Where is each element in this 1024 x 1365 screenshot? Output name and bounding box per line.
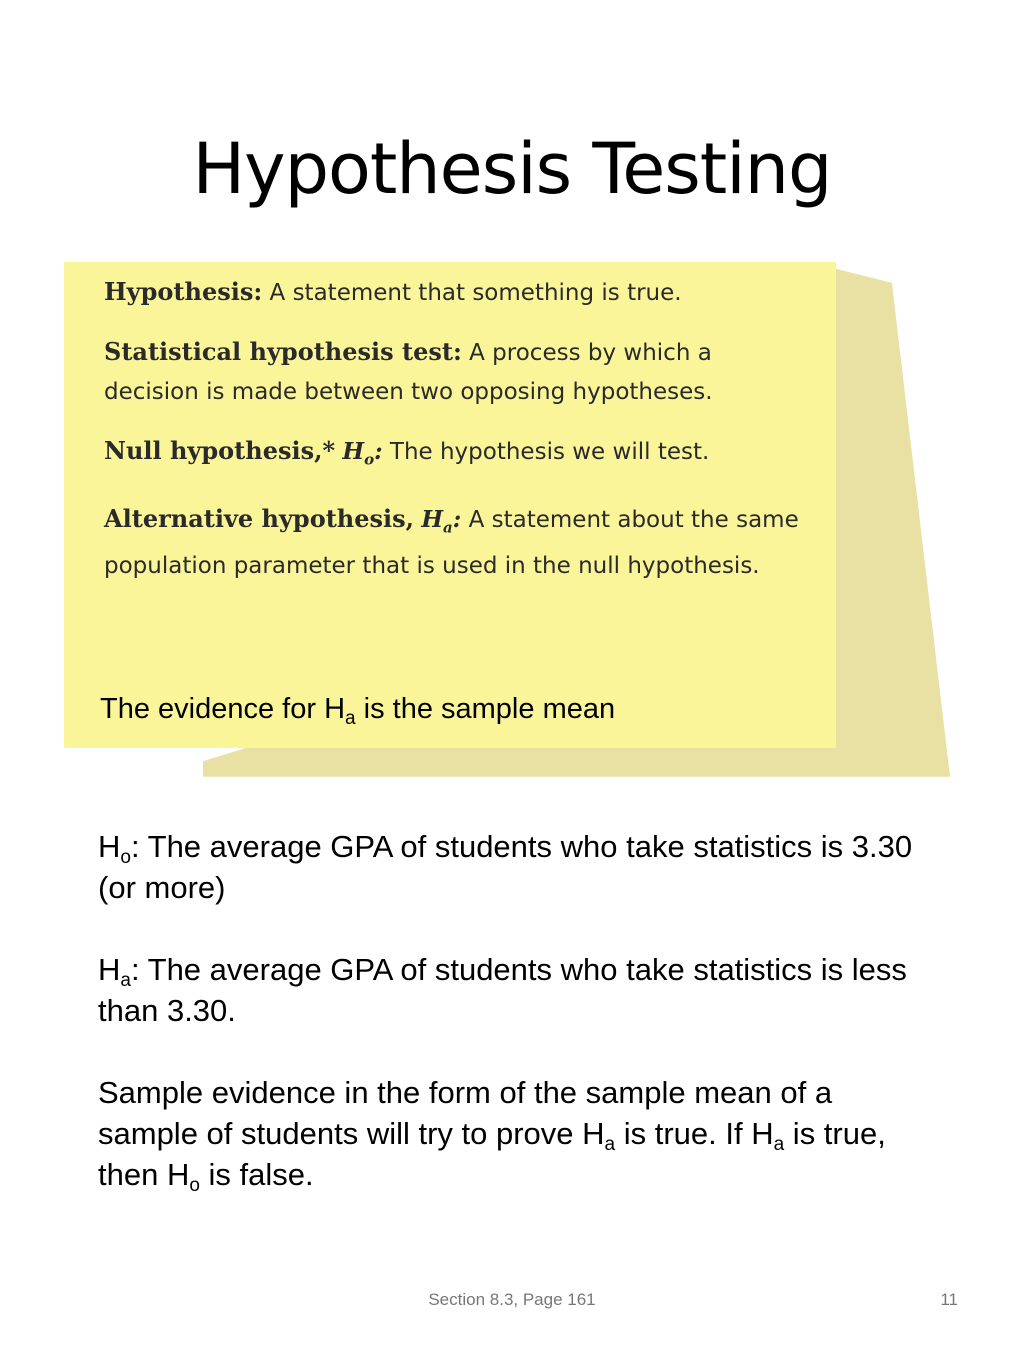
definitions-list [104, 272, 804, 605]
slide-footer: Section 8.3, Page 161 [428, 1290, 596, 1309]
definition-hypothesis: Hypothesis: A statement that something is true. [104, 277, 682, 306]
definition-statistical-test: Statistical hypothesis test: A process by which a decision is made between two opposing hypotheses. [104, 337, 713, 405]
evidence-note: The evidence for $H_a$ is the sample mean [100, 693, 616, 729]
null-hypothesis-statement: $H_o$: The average GPA of students who take statistics is 3.30 (or more) [98, 829, 913, 905]
alternative-symbol: $H_a$: [421, 505, 462, 537]
definition-null-hypothesis: Null hypothesis,* $H_o$: The hypothesis we will test. [104, 436, 710, 469]
alternative-hypothesis-statement: $H_a$: The average GPA of students who take statistics is less than 3.30. [98, 952, 907, 1028]
page-number: 11 [940, 1290, 958, 1309]
definition-alternative-hypothesis: Alternative hypothesis, $H_a$: A statement about the same population parameter that is used in the null hypothesis. [104, 503, 799, 580]
null-symbol: $H_o$: [342, 438, 383, 469]
sample-evidence-statement: Sample evidence in the form of the sample mean of a sample of students will try to prove $H_a$ is true. If $H_a$ is true, then $H_o$ is false. [98, 1075, 886, 1196]
slide-title: Hypothesis Testing [192, 128, 832, 210]
